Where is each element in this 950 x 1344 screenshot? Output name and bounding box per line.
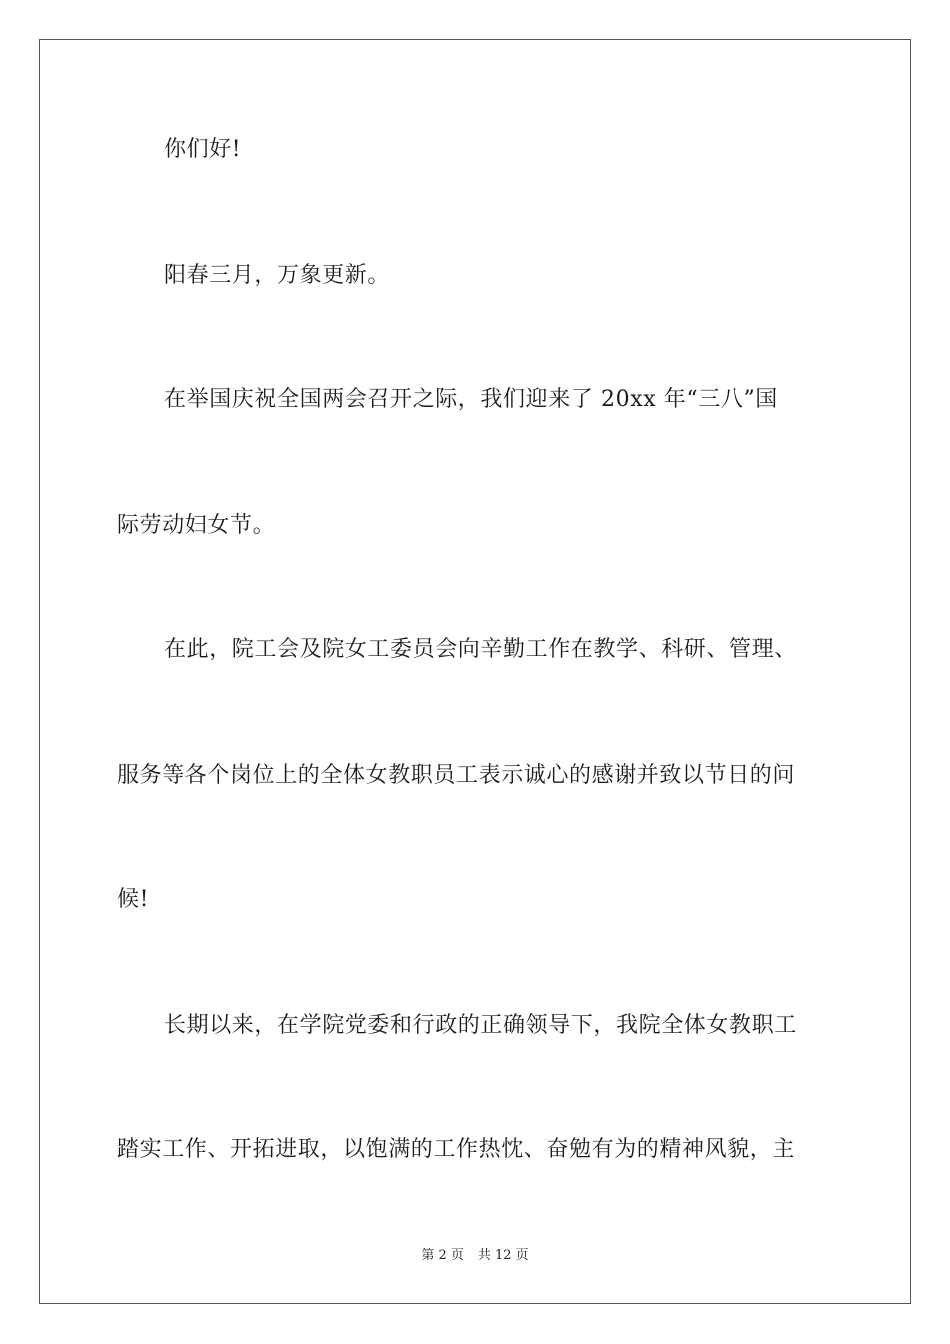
page-total: 共 12 页	[477, 1248, 529, 1263]
paragraph-line: 际劳动妇女节。	[117, 513, 276, 538]
page-number: 第 2 页	[421, 1248, 464, 1263]
paragraph-line: 长期以来，在学院党委和行政的正确领导下，我院全体女教职工	[164, 1013, 797, 1038]
paragraph-line: 候!	[117, 887, 150, 912]
paragraph-line: 踏实工作、开拓进取，以饱满的工作热忱、奋勉有为的精神风貌，主	[117, 1137, 796, 1162]
paragraph-line: 阳春三月，万象更新。	[164, 263, 391, 288]
greeting-line: 你们好!	[164, 137, 242, 162]
paragraph-line: 在举国庆祝全国两会召开之际，我们迎来了 20xx 年“三八”国	[164, 387, 778, 412]
paragraph-line: 服务等各个岗位上的全体女教职员工表示诚心的感谢并致以节日的问	[117, 763, 796, 788]
page-footer	[0, 1247, 950, 1265]
paragraph-line: 在此，院工会及院女工委员会向辛勤工作在教学、科研、管理、	[164, 637, 797, 662]
page-border	[39, 39, 911, 1304]
